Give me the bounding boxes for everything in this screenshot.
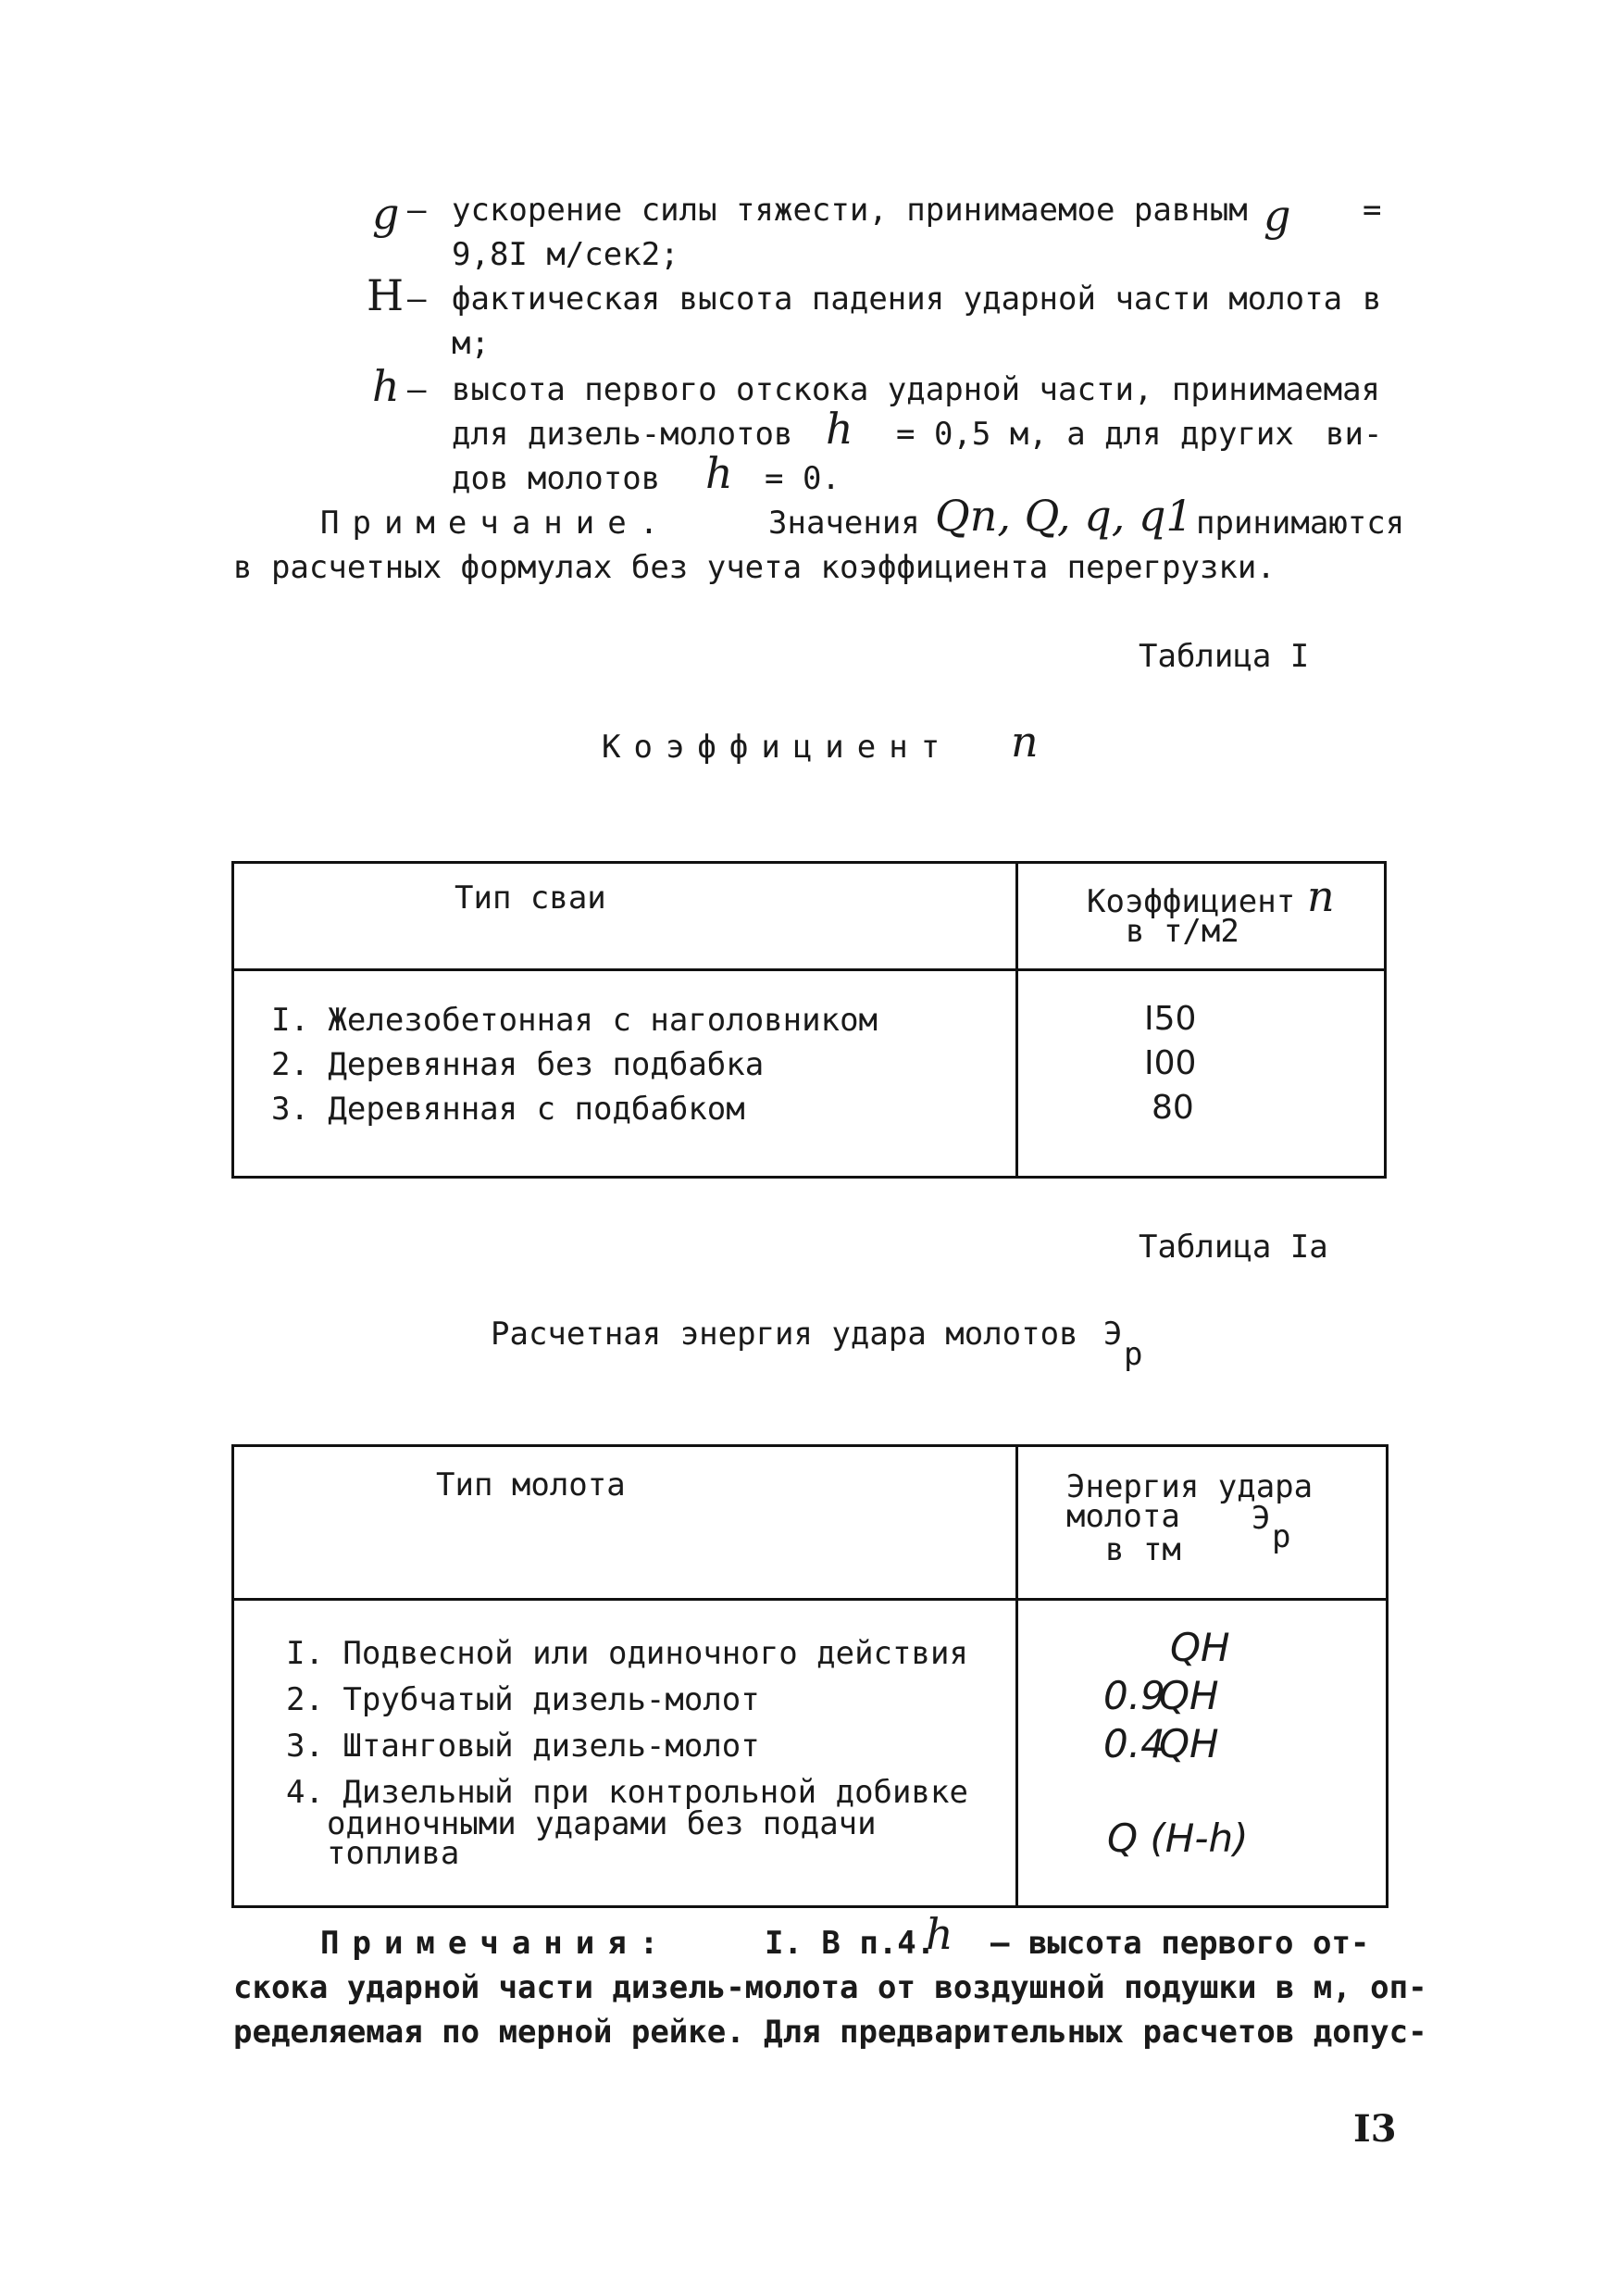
table-row-value: I50 [1144, 1000, 1197, 1038]
header-unit: в тм [1105, 1531, 1181, 1568]
inline-symbol-h: h [705, 448, 733, 498]
note-text-line3: ределяемая по мерной рейке. Для предварительных расчетов допус- [233, 2014, 1427, 2051]
inline-symbol-g: g [1264, 191, 1291, 241]
symbol-h: h [372, 361, 400, 411]
definition-text-line2b: = 0,5 м, а для других [896, 416, 1294, 453]
definition-text-line3b: = 0. [765, 460, 841, 497]
table-header-row [233, 863, 1386, 970]
table-row-value: Q (H-h) [1107, 1816, 1249, 1861]
header-energy-line2: молота [1066, 1498, 1180, 1535]
title-symbol-E: Э [1103, 1316, 1123, 1353]
header-type: Тип молота [436, 1466, 626, 1504]
table-row-label: 2. Деревянная без подбабка [271, 1046, 765, 1083]
symbol-H: H [367, 270, 405, 320]
table-1a-number: Таблица Iа [1139, 1229, 1328, 1266]
table-1a [231, 1444, 1389, 1908]
table-body-row [233, 1600, 1388, 1907]
header-coef: Коэффициент [1087, 883, 1296, 920]
header-coef-symbol: n [1307, 871, 1335, 921]
header-energy: Энергия удара [1066, 1468, 1314, 1505]
body-cell [233, 1600, 1017, 1907]
table-header-row [233, 1446, 1388, 1600]
table-row-label-line2: одиночными ударами без подачи [327, 1805, 877, 1842]
note-label: Примечания: [320, 1925, 672, 1962]
body-cell [1017, 970, 1386, 1178]
header-energy-symbol: Э [1252, 1500, 1271, 1537]
table-row-value-coef: 0.9 [1103, 1673, 1165, 1718]
definition-text-line2: 9,8I м/сек2; [452, 236, 679, 273]
table-body-row [233, 970, 1386, 1178]
table-row-value: I00 [1144, 1044, 1197, 1082]
note-symbols: Qn, Q, q, q1 [935, 491, 1193, 541]
table-row-label-line3: топлива [327, 1835, 460, 1872]
definition-text-end: в [1363, 281, 1382, 318]
dash: – [407, 371, 427, 408]
header-type: Тип сваи [455, 880, 606, 917]
symbol-g: g [372, 189, 400, 239]
header-cell [233, 1446, 1017, 1600]
table-row-label: I. Подвесной или одиночного действия [286, 1635, 968, 1672]
note-text: Значения [768, 505, 920, 542]
note-text-line2: в расчетных формулах без учета коэффициента перегрузки. [233, 549, 1276, 586]
inline-symbol-h: h [826, 404, 853, 454]
header-cell [1017, 863, 1386, 970]
dash: – [407, 281, 427, 318]
table-row-value: 80 [1152, 1089, 1194, 1127]
table-row-label: 3. Штанговый дизель-молот [286, 1728, 760, 1765]
note-text-line2: скока ударной части дизель-молота от воздушной подушки в м, оп- [233, 1969, 1427, 2006]
header-cell [1017, 1446, 1388, 1600]
table-row-value: QH [1159, 1721, 1219, 1766]
table-row-label: 3. Деревянная с подбабком [271, 1091, 745, 1128]
definition-text-end: ви- [1326, 416, 1383, 453]
note-text-end: – высота первого от- [990, 1925, 1370, 1962]
table-row-value: QH [1159, 1673, 1219, 1718]
title-symbol-sub: р [1124, 1336, 1143, 1373]
table-row-value: QH [1170, 1625, 1230, 1670]
table-title-text: Коэффициент [602, 729, 953, 766]
table-1 [231, 861, 1387, 1179]
equals-sign: = [1363, 192, 1382, 229]
header-energy-sub: р [1272, 1518, 1291, 1555]
header-cell [233, 863, 1017, 970]
definition-text-line2: м; [452, 325, 490, 362]
table-row-label: 2. Трубчатый дизель-молот [286, 1681, 760, 1718]
header-unit: в т/м2 [1126, 913, 1239, 950]
table-row-label: 4. Дизельный при контрольной добивке [286, 1774, 968, 1811]
definition-text-line3: дов молотов [452, 460, 661, 497]
definition-text-line2: для дизель-молотов [452, 416, 793, 453]
table-row-value-coef: 0.4 [1103, 1721, 1165, 1766]
page-number: I3 [1353, 2107, 1397, 2151]
note-symbol-h: h [926, 1909, 953, 1959]
body-cell [1017, 1600, 1388, 1907]
definition-text: ускорение силы тяжести, принимаемое равным [452, 192, 1248, 229]
note-label: Примечание. [320, 505, 672, 542]
body-cell [233, 970, 1017, 1178]
title-symbol-n: n [1011, 717, 1039, 767]
table-1-number: Таблица I [1139, 638, 1310, 675]
definition-text: высота первого отскока ударной части, принимаемая [452, 371, 1381, 408]
note-text: I. В п.4. [765, 1925, 936, 1962]
definition-text: фактическая высота падения ударной части молота [452, 281, 1343, 318]
table-title-text: Расчетная энергия удара молотов [491, 1316, 1078, 1353]
note-text-end: принимаются [1196, 505, 1405, 542]
dash: – [407, 192, 427, 229]
table-row-label: I. Железобетонная с наголовником [271, 1002, 878, 1039]
